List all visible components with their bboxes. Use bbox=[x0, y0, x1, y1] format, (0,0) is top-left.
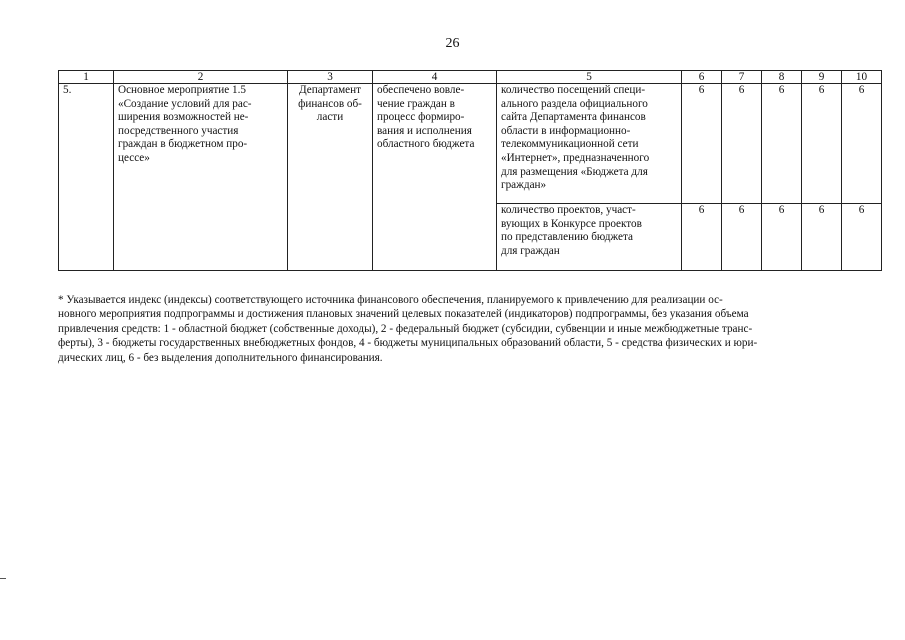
column-number-4: 4 bbox=[373, 71, 497, 84]
indicator-value: 6 bbox=[842, 84, 882, 204]
row-index: 5. bbox=[59, 84, 114, 271]
table-header-row bbox=[59, 71, 882, 84]
expected-result: обеспечено вовле- чение граждан в процесс формиро- вания и исполнения областного бюджета bbox=[373, 84, 497, 271]
indicator-value: 6 bbox=[722, 84, 762, 204]
activity-name: Основное мероприятие 1.5 «Создание условий для рас- ширения возможностей не- посредственного участия граждан в бюджетном про- цессе» bbox=[114, 84, 288, 271]
indicator-value: 6 bbox=[722, 204, 762, 271]
column-number-1: 1 bbox=[59, 71, 114, 84]
scan-edge-mark bbox=[0, 578, 6, 579]
footnote: * Указывается индекс (индексы) соответствующего источника финансового обеспечения, планируемого к привлечению для реализации ос- новного мероприятия подпрограммы и достижения плановых значений целевых показателей (индикаторов) подпрограммы, без указания объема привлечения средств: 1 - областной бюджет (собственные доходы), 2 - федеральный бюджет (субсидии, субвенции и иные межбюджетные транс- ферты), 3 - бюджеты государственных внебюджетных фондов, 4 - бюджеты муниципальных образований области, 5 - средства физических и юри- дических лиц, 6 - без выделения дополнительного финансирования. bbox=[58, 294, 758, 364]
indicator-value: 6 bbox=[842, 204, 882, 271]
indicator-text: количество проектов, участ- вующих в Конкурсе проектов по представлению бюджета для граждан bbox=[497, 204, 682, 271]
indicator-value: 6 bbox=[762, 84, 802, 204]
indicator-value: 6 bbox=[682, 204, 722, 271]
indicator-value: 6 bbox=[762, 204, 802, 271]
indicator-text: количество посещений специ- ального раздела официального сайта Департамента финансов области в информационно- телекоммуникационной сети «Интернет», предназначенного для размещения «Бюджета для граждан» bbox=[497, 84, 682, 204]
column-number-7: 7 bbox=[722, 71, 762, 84]
column-number-6: 6 bbox=[682, 71, 722, 84]
page-number: 26 bbox=[445, 36, 460, 51]
activity-table bbox=[58, 70, 882, 271]
indicator-value: 6 bbox=[802, 84, 842, 204]
table-row bbox=[59, 84, 882, 204]
indicator-value: 6 bbox=[682, 84, 722, 204]
column-number-2: 2 bbox=[114, 71, 288, 84]
column-number-9: 9 bbox=[802, 71, 842, 84]
column-number-5: 5 bbox=[497, 71, 682, 84]
column-number-8: 8 bbox=[762, 71, 802, 84]
column-number-3: 3 bbox=[288, 71, 373, 84]
column-number-10: 10 bbox=[842, 71, 882, 84]
executor: Департамент финансов об- ласти bbox=[288, 84, 373, 271]
indicator-value: 6 bbox=[802, 204, 842, 271]
